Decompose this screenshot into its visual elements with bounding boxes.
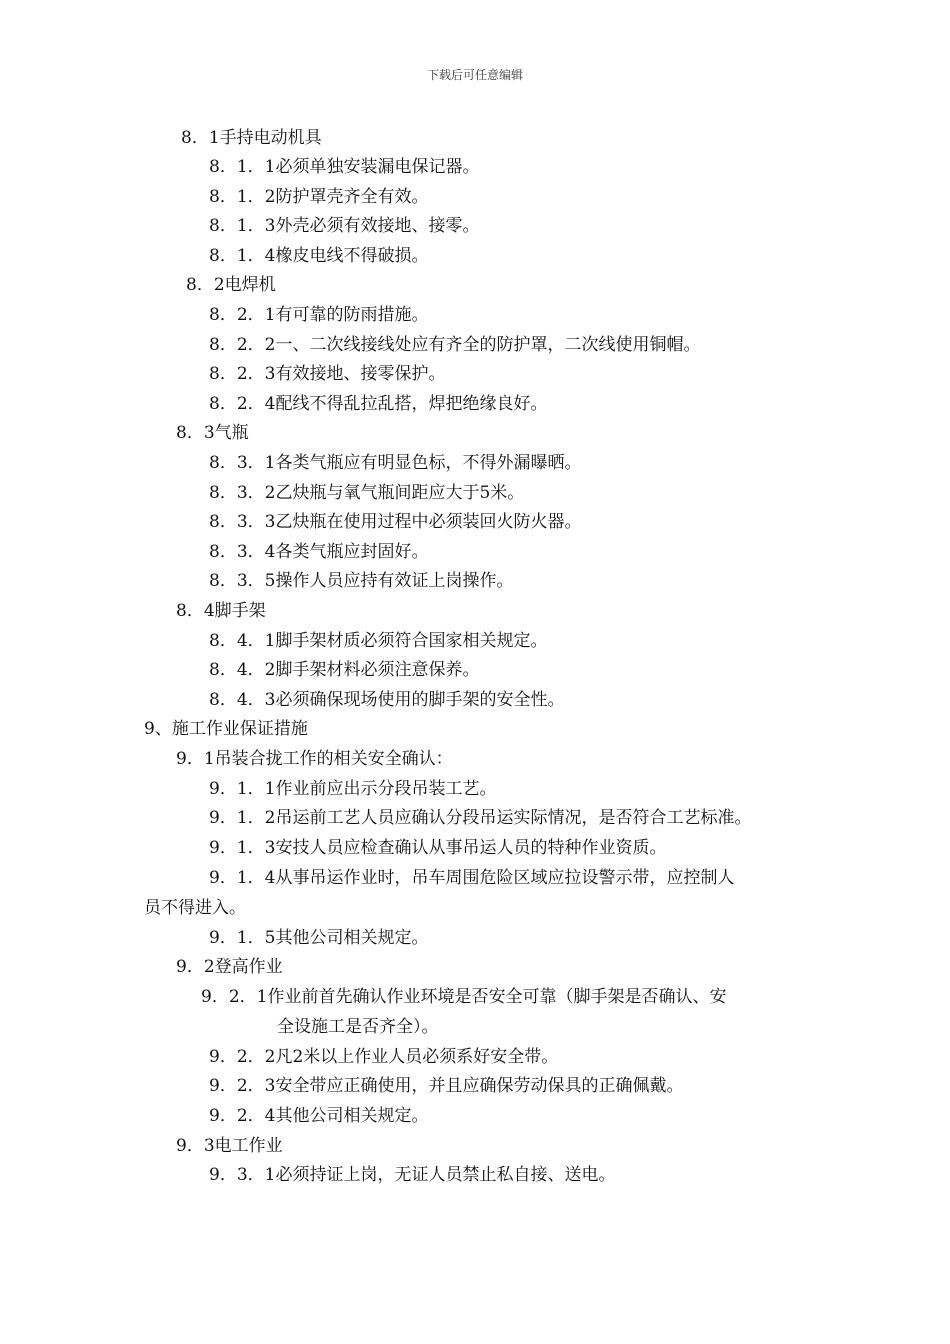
list-item: 8．3．2乙炔瓶与氧气瓶间距应大于5米。 <box>209 483 525 503</box>
list-item: 8．2．1有可靠的防雨措施。 <box>209 305 429 325</box>
list-item: 9．1．3安技人员应检查确认从事吊运人员的特种作业资质。 <box>209 838 667 858</box>
section-heading: 9．1吊装合拢工作的相关安全确认： <box>176 749 453 769</box>
section-heading: 8．1手持电动机具 <box>181 128 322 148</box>
list-item-continuation: 全设施工是否齐全）。 <box>277 1017 439 1037</box>
list-item: 8．3．4各类气瓶应封固好。 <box>209 542 429 562</box>
list-item: 8．3．3乙炔瓶在使用过程中必须装回火防火器。 <box>209 512 582 532</box>
list-item: 9．2．2凡2米以上作业人员必须系好安全带。 <box>209 1047 559 1067</box>
section-heading: 8．4脚手架 <box>176 601 266 621</box>
section-heading: 8．2电焊机 <box>186 275 276 295</box>
list-item-continuation: 员不得进入。 <box>144 898 246 918</box>
list-item: 8．4．2脚手架材料必须注意保养。 <box>209 660 480 680</box>
list-item: 8．1．4橡皮电线不得破损。 <box>209 246 429 266</box>
list-item: 8．1．3外壳必须有效接地、接零。 <box>209 216 480 236</box>
list-item: 9．2．3安全带应正确使用，并且应确保劳动保具的正确佩戴。 <box>209 1076 684 1096</box>
list-item: 9．1．1作业前应出示分段吊装工艺。 <box>209 779 497 799</box>
section-heading: 8．3气瓶 <box>176 423 249 443</box>
list-item: 8．3．1各类气瓶应有明显色标，不得外漏曝晒。 <box>209 453 582 473</box>
list-item: 8．3．5操作人员应持有效证上岗操作。 <box>209 571 514 591</box>
list-item: 8．4．3必须确保现场使用的脚手架的安全性。 <box>209 690 565 710</box>
list-item: 9．1．5其他公司相关规定。 <box>209 928 429 948</box>
chapter-heading: 9、施工作业保证措施 <box>144 719 308 739</box>
section-heading: 9．3电工作业 <box>176 1136 283 1156</box>
list-item: 9．1．2吊运前工艺人员应确认分段吊运实际情况，是否符合工艺标准。 <box>209 808 752 828</box>
list-item: 8．1．2防护罩壳齐全有效。 <box>209 187 429 207</box>
list-item: 8．2．4配线不得乱拉乱搭，焊把绝缘良好。 <box>209 394 548 414</box>
list-item: 8．2．3有效接地、接零保护。 <box>209 364 446 384</box>
list-item: 8．4．1脚手架材质必须符合国家相关规定。 <box>209 631 548 651</box>
section-heading: 9．2登高作业 <box>176 957 283 977</box>
page-header: 下载后可任意编辑 <box>426 68 523 82</box>
list-item: 9．3．1必须持证上岗，无证人员禁止私自接、送电。 <box>209 1165 616 1185</box>
list-item: 9．2．1作业前首先确认作业环境是否安全可靠（脚手架是否确认、安 <box>201 987 727 1007</box>
list-item: 8．2．2一、二次线接线处应有齐全的防护罩，二次线使用铜帽。 <box>209 335 701 355</box>
list-item: 9．2．4其他公司相关规定。 <box>209 1106 429 1126</box>
list-item: 8．1．1必须单独安装漏电保记器。 <box>209 157 480 177</box>
list-item: 9．1．4从事吊运作业时，吊车周围危险区域应拉设警示带，应控制人 <box>209 868 735 888</box>
